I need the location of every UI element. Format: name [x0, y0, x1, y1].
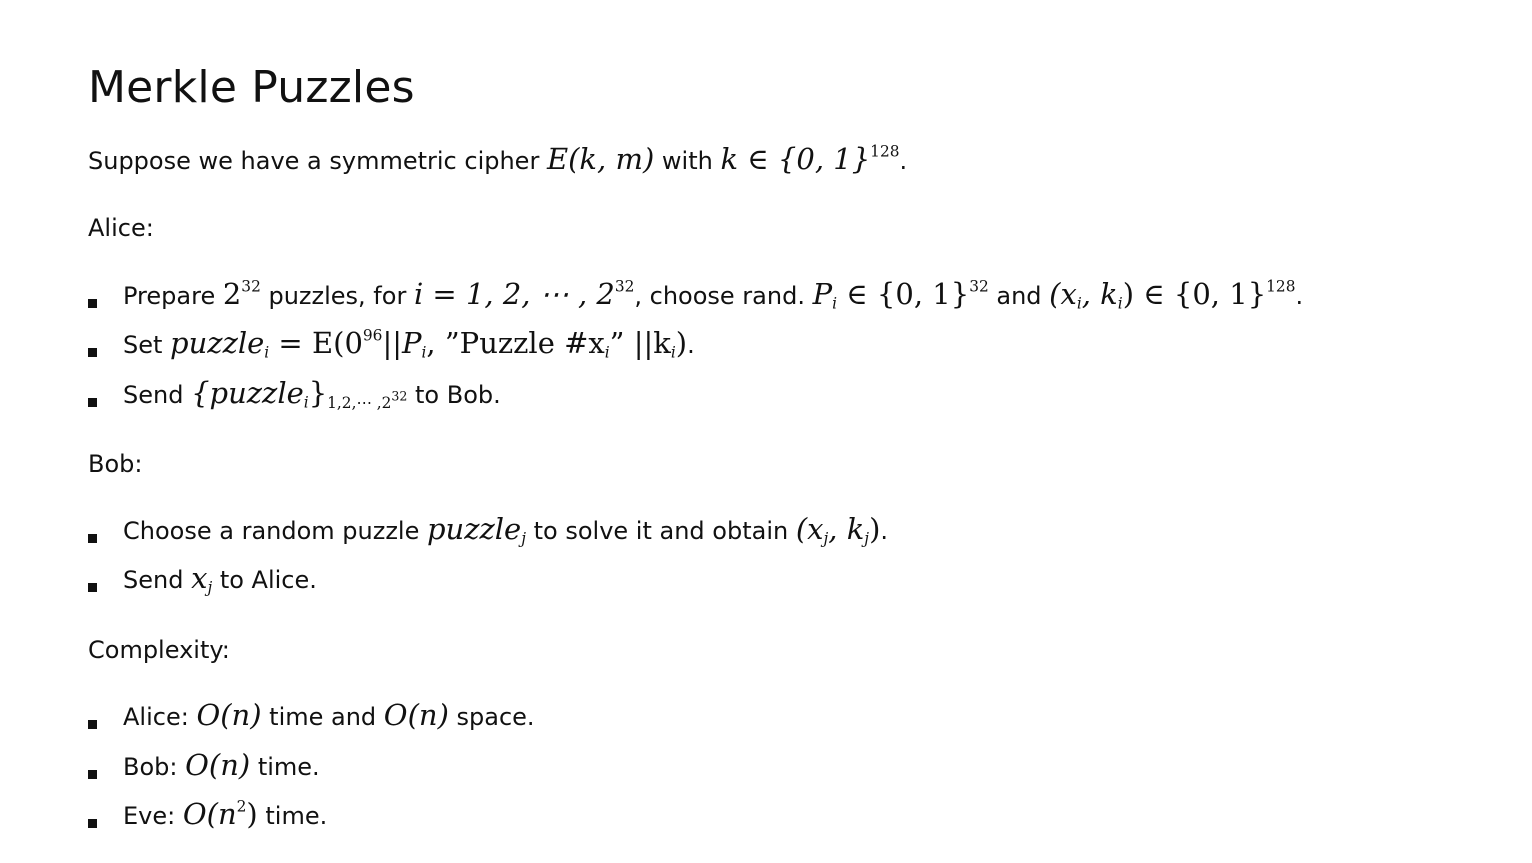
alice-steps-list	[88, 277, 1303, 426]
math-subscript: i	[1117, 294, 1123, 313]
step-text: Send	[123, 381, 192, 409]
key-space-formula: k ∈ {0, 1}	[720, 142, 871, 176]
step-text: puzzles, for	[260, 282, 414, 310]
bob-heading: Bob:	[88, 450, 143, 478]
complexity-list	[88, 698, 535, 847]
intro-text: with	[654, 147, 721, 175]
math-term: }	[308, 376, 328, 410]
math-term: ∈ {0, 1}	[837, 277, 970, 311]
math-exponent: 32	[614, 277, 635, 296]
step-text: Prepare	[123, 282, 223, 310]
step-text: to Alice.	[212, 566, 317, 594]
math-term: x	[191, 561, 208, 595]
step-text: , choose rand.	[634, 282, 813, 310]
math-term: O(n)	[383, 698, 449, 732]
list-item	[88, 748, 535, 797]
step-text: time.	[250, 753, 320, 781]
math-subscript: j	[823, 529, 829, 548]
bullet-marker	[88, 819, 97, 828]
math-subscript: i	[421, 343, 427, 362]
math-subscript: i	[264, 343, 270, 362]
math-term: , k	[828, 512, 865, 546]
math-exponent: 128	[1266, 277, 1296, 296]
math-subscript: i	[604, 343, 610, 362]
math-term: ” ||k	[609, 326, 671, 360]
math-term: ) ∈ {0, 1}	[1122, 277, 1267, 311]
intro-paragraph	[88, 142, 907, 177]
step-text: Set	[123, 331, 171, 359]
step-text: to Bob.	[407, 381, 501, 409]
math-term: O(n	[182, 797, 237, 831]
alice-heading: Alice:	[88, 214, 154, 242]
math-subscript-text: 1,2,⋯ ,2	[327, 393, 392, 412]
math-term: (x	[1049, 277, 1077, 311]
bullet-marker	[88, 720, 97, 729]
step-text: Eve:	[123, 802, 183, 830]
math-term: ||P	[382, 326, 422, 360]
step-text: .	[1295, 282, 1304, 310]
step-text: .	[880, 517, 889, 545]
cipher-formula: E(k, m)	[546, 142, 655, 176]
step-text: .	[687, 331, 695, 359]
math-term: )	[675, 326, 688, 360]
bullet-marker	[88, 770, 97, 779]
math-term: 2	[222, 277, 242, 311]
step-text: time.	[257, 802, 328, 830]
math-subscript: i	[1076, 294, 1082, 313]
list-item	[88, 561, 888, 611]
math-term: = E(0	[269, 326, 363, 360]
list-item	[88, 326, 1303, 376]
complexity-heading: Complexity:	[88, 636, 230, 664]
step-text: time and	[261, 703, 384, 731]
list-item	[88, 698, 535, 748]
slide-title: Merkle Puzzles	[88, 62, 415, 113]
bullet-marker	[88, 299, 97, 308]
math-term: , ”Puzzle #x	[426, 326, 605, 360]
math-exponent: 32	[241, 277, 261, 296]
step-text: and	[988, 282, 1050, 310]
math-exponent: 32	[391, 388, 408, 404]
key-space-exponent: 128	[870, 142, 900, 161]
math-subscript: j	[207, 578, 213, 597]
math-subscript: i	[303, 393, 309, 412]
list-item	[88, 376, 1303, 426]
math-subscript: i	[832, 294, 838, 313]
bullet-marker	[88, 534, 97, 543]
step-text: Choose a random puzzle	[123, 517, 427, 545]
list-item	[88, 797, 535, 847]
math-subscript: j	[521, 529, 526, 548]
bullet-marker	[88, 398, 97, 407]
math-term: (x	[795, 512, 824, 546]
step-text: Send	[123, 566, 192, 594]
step-text: space.	[448, 703, 535, 731]
math-term: i = 1, 2, ⋯ , 2	[413, 277, 615, 311]
intro-text: .	[899, 147, 908, 175]
list-item	[88, 277, 1303, 326]
math-term: O(n)	[196, 698, 262, 732]
list-item	[88, 512, 888, 561]
math-subscript: j	[864, 529, 870, 548]
math-exponent: 2	[236, 797, 247, 816]
math-term: P	[812, 277, 833, 311]
step-text: Bob:	[123, 753, 186, 781]
math-term: {puzzle	[191, 376, 304, 410]
math-term: , k	[1081, 277, 1118, 311]
step-text: Alice:	[123, 703, 197, 731]
bob-steps-list	[88, 512, 888, 611]
bullet-marker	[88, 583, 97, 592]
math-subscript	[327, 388, 408, 412]
intro-text: Suppose we have a symmetric cipher	[88, 147, 547, 175]
math-exponent: 96	[362, 326, 383, 345]
math-subscript: i	[670, 343, 676, 362]
math-term: puzzle	[426, 512, 522, 546]
step-text: to solve it and obtain	[526, 517, 796, 545]
bullet-marker	[88, 348, 97, 357]
math-term: puzzle	[170, 326, 265, 360]
math-term: O(n)	[185, 748, 251, 782]
math-exponent: 32	[969, 277, 989, 296]
math-term: )	[246, 797, 258, 831]
math-term: )	[869, 512, 881, 546]
